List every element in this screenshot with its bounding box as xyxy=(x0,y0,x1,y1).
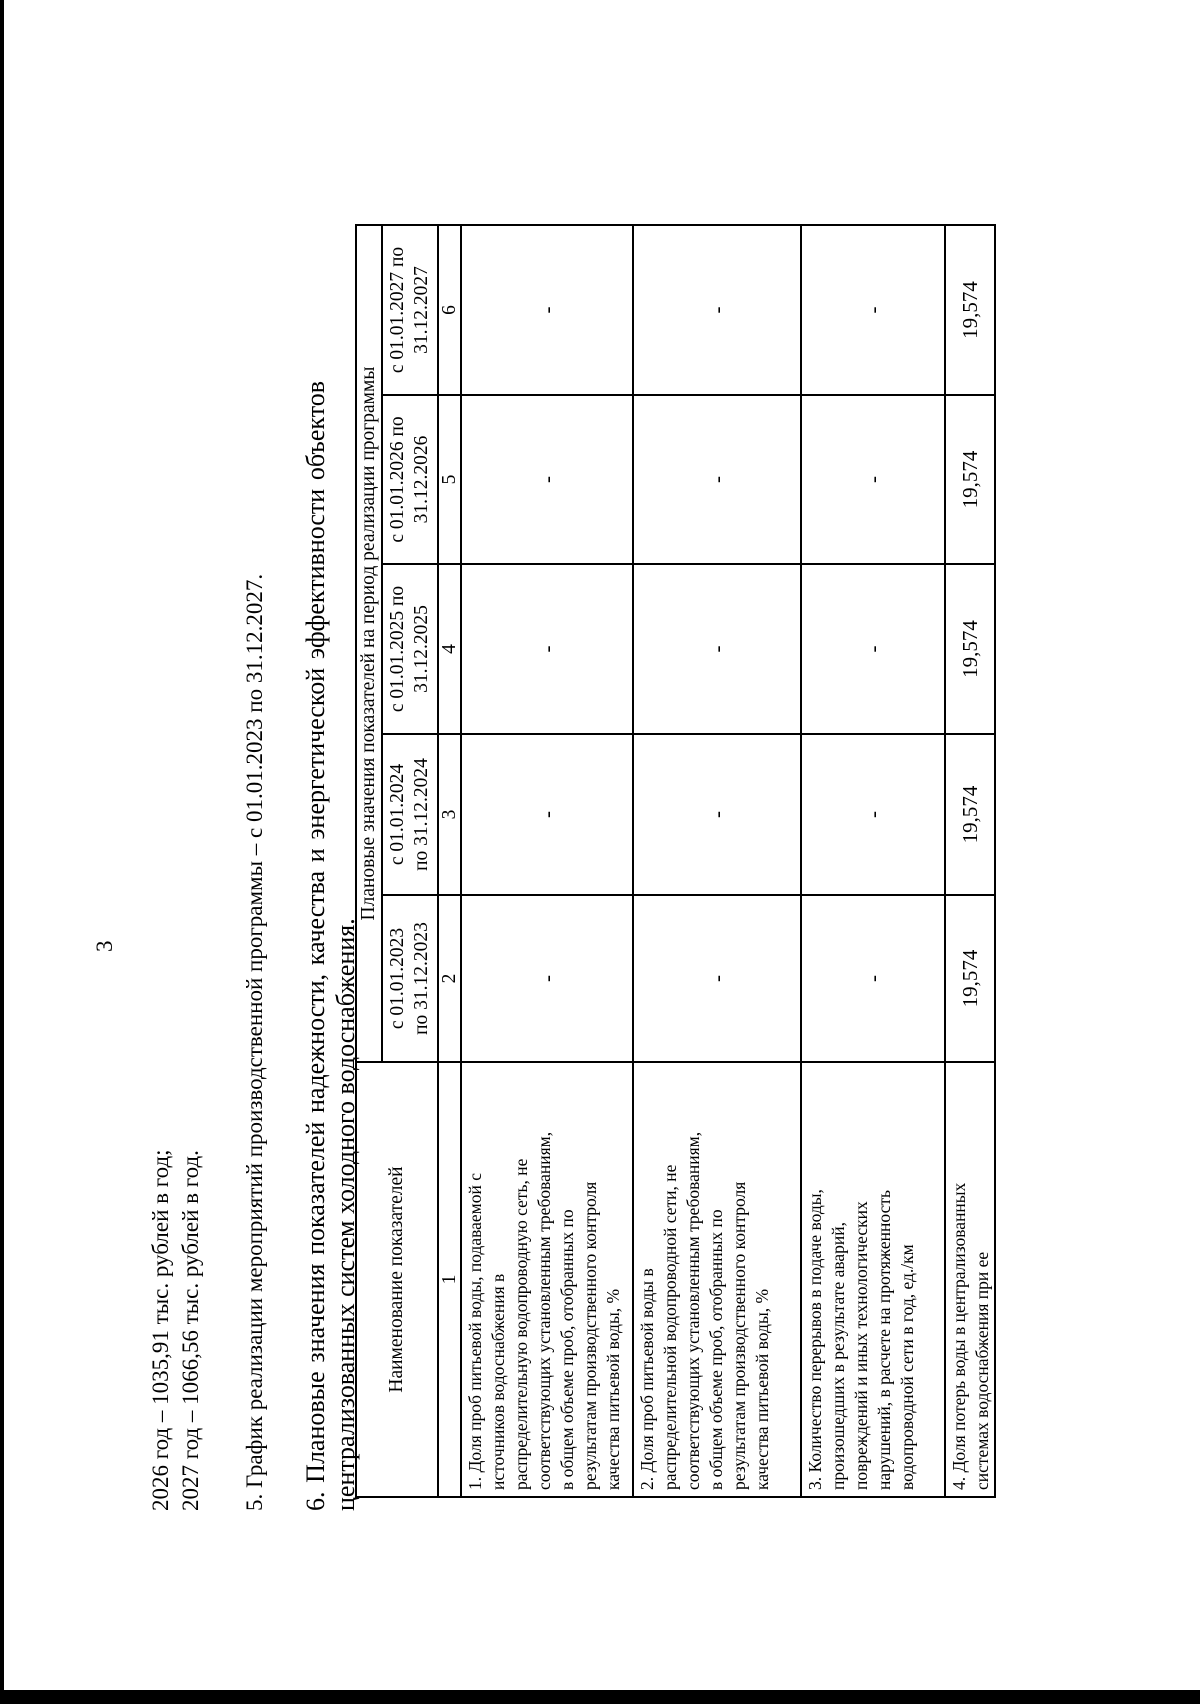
table-row xyxy=(633,225,801,1497)
indicator-line: распределительной водопроводной сети, не xyxy=(660,1164,680,1490)
column-number-row xyxy=(438,225,461,1497)
schedule-paragraph: 5. График реализации мероприятий производственной программы – с 01.01.2023 по 31.12.2027. xyxy=(242,573,267,1511)
value-cell: - xyxy=(801,734,945,895)
column-number: 4 xyxy=(438,564,461,734)
value-cell: - xyxy=(461,895,633,1062)
value-cell: - xyxy=(801,564,945,734)
indicator-line: нарушений, в расчете на протяженность xyxy=(874,1190,894,1490)
cost-line-2026: 2026 год – 1035,91 тыс. рублей в год; xyxy=(148,1149,173,1511)
value-cell: - xyxy=(633,395,801,564)
table-header-row xyxy=(356,225,382,1497)
value-cell: - xyxy=(801,395,945,564)
value-cell: - xyxy=(461,564,633,734)
column-number: 5 xyxy=(438,395,461,564)
period-header-2025: с 01.01.2025 по 31.12.2025 xyxy=(382,564,438,734)
section-6-heading: 6. Плановые значения показателей надежности, качества и энергетической эффективности объектов xyxy=(301,381,330,1511)
section-6-heading-continued: централизованных систем холодного водоснабжения. xyxy=(331,918,360,1511)
indicator-line: в общем объеме проб, отобранных по xyxy=(706,1209,726,1490)
indicator-line: результатам производственного контроля xyxy=(729,1181,749,1490)
value-cell: - xyxy=(461,734,633,895)
indicator-line: качества питьевой воды, % xyxy=(752,1288,772,1490)
table-row xyxy=(801,225,945,1497)
table-row xyxy=(461,225,633,1497)
indicator-line: источников водоснабжения в xyxy=(488,1273,508,1490)
indicator-line: водопроводной сети в год, ед./км xyxy=(897,1244,917,1490)
planned-values-header: Плановые значения показателей на период реализации программы xyxy=(356,225,382,1062)
value-cell: - xyxy=(633,225,801,395)
indicator-line: системах водоснабжения при ее xyxy=(972,1251,992,1490)
indicator-line: 1. Доля проб питьевой воды, подаваемой с xyxy=(465,1173,485,1490)
indicator-name xyxy=(801,1062,945,1497)
indicator-name xyxy=(461,1062,633,1497)
indicator-line: качества питьевой воды, % xyxy=(603,1288,623,1490)
page-number: 3 xyxy=(92,940,117,952)
column-number: 6 xyxy=(438,225,461,395)
indicator-name xyxy=(633,1062,801,1497)
period-header-2027: с 01.01.2027 по 31.12.2027 xyxy=(382,225,438,395)
indicator-name-header: Наименование показателей xyxy=(356,1062,438,1497)
indicator-line: соответствующих установленным требованиям, xyxy=(534,1131,554,1490)
indicator-line: 2. Доля проб питьевой воды в xyxy=(637,1268,657,1490)
column-number: 2 xyxy=(438,895,461,1062)
value-cell: - xyxy=(633,564,801,734)
scan-edge-bottom xyxy=(0,1690,1200,1704)
indicator-line: 4. Доля потерь воды в централизованных xyxy=(949,1182,969,1490)
indicator-line: соответствующих установленным требованиям, xyxy=(683,1131,703,1490)
value-cell: 19,574 xyxy=(945,734,995,895)
indicator-line: распределительную водопроводную сеть, не xyxy=(511,1158,531,1490)
indicator-line: повреждений и иных технологических xyxy=(851,1201,871,1490)
table-row xyxy=(945,225,995,1497)
value-cell: - xyxy=(801,225,945,395)
column-number: 3 xyxy=(438,734,461,895)
value-cell: - xyxy=(633,734,801,895)
period-header-2024: с 01.01.2024 по 31.12.2024 xyxy=(382,734,438,895)
value-cell: - xyxy=(633,895,801,1062)
column-number: 1 xyxy=(438,1062,461,1497)
value-cell: 19,574 xyxy=(945,225,995,395)
value-cell: 19,574 xyxy=(945,395,995,564)
indicator-line: 3. Количество перерывов в подаче воды, xyxy=(805,1189,825,1490)
value-cell: 19,574 xyxy=(945,564,995,734)
indicators-table xyxy=(355,224,996,1498)
cost-line-2027: 2027 год – 1066,56 тыс. рублей в год. xyxy=(178,1150,203,1511)
period-header-2026: с 01.01.2026 по 31.12.2026 xyxy=(382,395,438,564)
period-header-2023: с 01.01.2023 по 31.12.2023 xyxy=(382,895,438,1062)
value-cell: - xyxy=(461,225,633,395)
indicator-line: результатам производственного контроля xyxy=(580,1181,600,1490)
indicator-name xyxy=(945,1062,995,1497)
value-cell: - xyxy=(461,395,633,564)
indicator-line: произошедших в результате аварий, xyxy=(828,1221,848,1490)
value-cell: 19,574 xyxy=(945,895,995,1062)
indicator-line: в общем объеме проб, отобранных по xyxy=(557,1209,577,1490)
value-cell: - xyxy=(801,895,945,1062)
